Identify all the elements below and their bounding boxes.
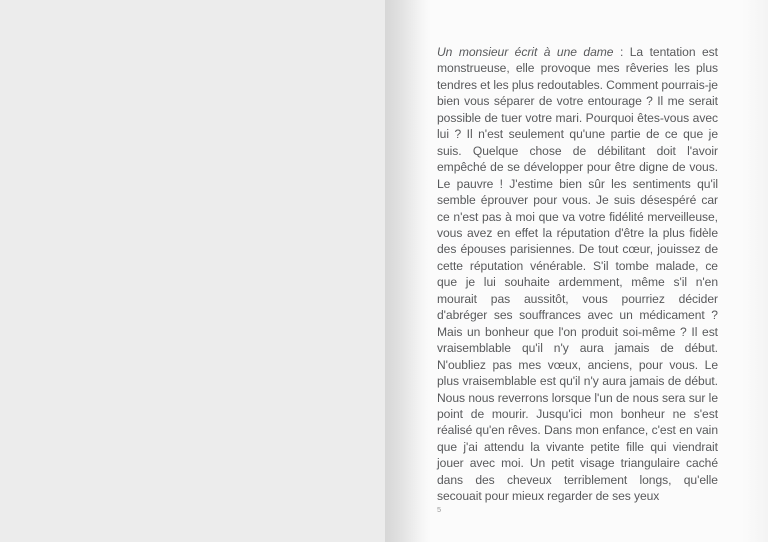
page-number-folio: 5 [437, 505, 442, 514]
book-spine-gutter [385, 0, 431, 542]
right-page-recto [431, 0, 768, 542]
paragraph-text [437, 44, 725, 505]
body-prose: La tentation est monstrueuse, elle provoque mes rêveries les plus tendres et les plus redoutables. Comment pourrais-je bien vous séparer de votre entourage ? Il me serait possible de tuer votre mari. Pourquoi êtes-vous avec lui ? Il n'est seulement qu'une partie de ce que je suis. Quelque chose de débilitant doit l'avoir empêché de se développer pour être digne de vous. Le pauvre ! J'estime bien sûr les sentiments qu'il semble éprouver pour vous. Je suis désespéré car ce n'est pas à moi que va votre fidélité merveilleuse, vous avez en effet la réputation d'être la plus fidèle des épouses parisiennes. De tout cœur, jouissez de cette réputation vénérable. S'il tombe malade, ce que je lui souhaite ardemment, même s'il n'en mourait pas aussitôt, vous pourriez décider d'abréger ses souffrances avec un médicament ? Mais un bonheur que l'on produit soi-même ? Il est vraisemblable qu'il n'y aura jamais de début. N'oubliez pas mes vœux, anciens, pour vous. Le plus vraisemblable est qu'il n'y aura jamais de début. Nous nous reverrons lorsque l'un de nous sera sur le point de mourir. Jusqu'ici mon bonheur ne s'est réalisé qu'en rêves. Dans mon enfance, c'est en vain que j'ai attendu la vivante petite fille qui viendrait jouer avec moi. Un petit visage triangulaire caché dans des cheveux terriblement longs, qu'elle secouait pour mieux regarder de ses yeux [437, 45, 725, 504]
page-outer-edge-shading [742, 0, 768, 542]
incipit-separator: : [613, 45, 630, 59]
body-text-column [437, 44, 725, 505]
incipit-italic: Un monsieur écrit à une dame [437, 45, 614, 59]
